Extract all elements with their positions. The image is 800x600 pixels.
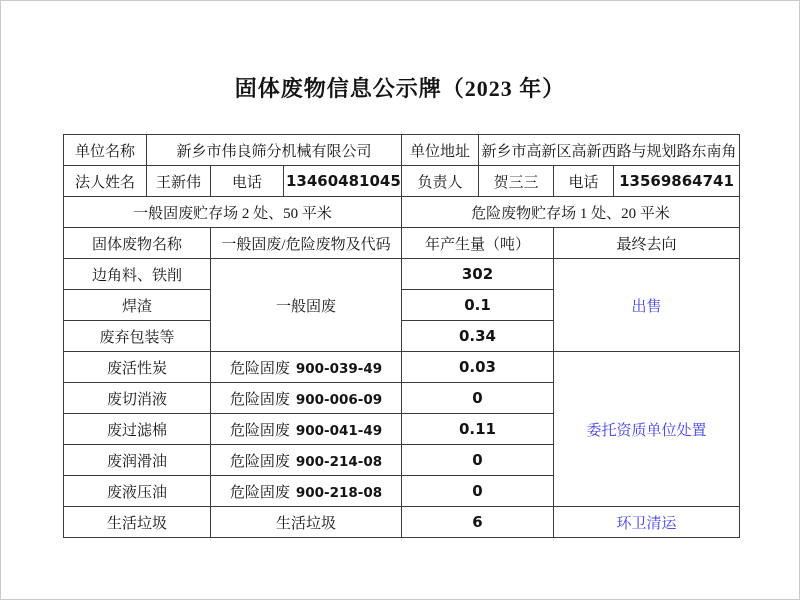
waste-name: 焊渣 — [64, 290, 211, 321]
waste-amount: 302 — [402, 259, 554, 290]
waste-name: 废液压油 — [64, 476, 211, 507]
waste-amount: 0 — [402, 383, 554, 414]
solid-waste-notice-table — [63, 134, 740, 538]
unit-address-label: 单位地址 — [402, 135, 479, 166]
waste-destination: 环卫清运 — [554, 507, 740, 538]
legal-name-value: 王新伟 — [147, 166, 211, 197]
waste-name: 废切消液 — [64, 383, 211, 414]
waste-amount: 6 — [402, 507, 554, 538]
header-waste-name: 固体废物名称 — [64, 228, 211, 259]
waste-name: 生活垃圾 — [64, 507, 211, 538]
waste-type-code — [211, 414, 402, 445]
waste-code: 900-218-08 — [295, 484, 383, 501]
waste-amount: 0 — [402, 476, 554, 507]
waste-type: 危险固废 — [229, 453, 290, 470]
waste-type-code — [211, 383, 402, 414]
waste-destination: 出售 — [554, 259, 740, 352]
legal-phone-value: 13460481045 — [284, 166, 402, 197]
waste-type: 危险固废 — [229, 484, 290, 501]
waste-code: 900-041-49 — [295, 422, 383, 439]
waste-name: 边角料、铁削 — [64, 259, 211, 290]
waste-type: 一般固废 — [211, 259, 402, 352]
page-title: 固体废物信息公示牌（2023 年） — [234, 76, 566, 101]
waste-code: 900-006-09 — [295, 391, 383, 408]
waste-name: 废过滤棉 — [64, 414, 211, 445]
waste-destination: 委托资质单位处置 — [554, 352, 740, 507]
waste-type: 危险固废 — [229, 391, 290, 408]
manager-value: 贺三三 — [479, 166, 554, 197]
waste-type: 生活垃圾 — [211, 507, 402, 538]
waste-type: 危险固废 — [229, 422, 290, 439]
waste-name: 废活性炭 — [64, 352, 211, 383]
waste-amount: 0.34 — [402, 321, 554, 352]
waste-type-code — [211, 445, 402, 476]
table-row — [64, 352, 740, 383]
unit-name-label: 单位名称 — [64, 135, 147, 166]
row-contacts — [64, 166, 740, 197]
waste-amount: 0.11 — [402, 414, 554, 445]
waste-type-code — [211, 352, 402, 383]
hazardous-storage-info: 危险废物贮存场 1 处、20 平米 — [402, 197, 740, 228]
row-waste-headers — [64, 228, 740, 259]
unit-name-value: 新乡市伟良筛分机械有限公司 — [147, 135, 402, 166]
waste-name: 废弃包装等 — [64, 321, 211, 352]
legal-phone-label: 电话 — [211, 166, 284, 197]
legal-name-label: 法人姓名 — [64, 166, 147, 197]
unit-address-value: 新乡市高新区高新西路与规划路东南角 — [479, 135, 740, 166]
general-storage-info: 一般固废贮存场 2 处、50 平米 — [64, 197, 402, 228]
row-storage — [64, 197, 740, 228]
header-type-code: 一般固废/危险废物及代码 — [211, 228, 402, 259]
manager-phone-label: 电话 — [554, 166, 614, 197]
row-unit-info — [64, 135, 740, 166]
header-destination: 最终去向 — [554, 228, 740, 259]
header-annual-amount: 年产生量（吨） — [402, 228, 554, 259]
waste-type: 危险固废 — [229, 360, 290, 377]
waste-amount: 0 — [402, 445, 554, 476]
waste-amount: 0.03 — [402, 352, 554, 383]
manager-label: 负责人 — [402, 166, 479, 197]
waste-name: 废润滑油 — [64, 445, 211, 476]
table-row — [64, 259, 740, 290]
waste-amount: 0.1 — [402, 290, 554, 321]
waste-code: 900-039-49 — [295, 360, 383, 377]
table-row — [64, 507, 740, 538]
waste-type-code — [211, 476, 402, 507]
waste-code: 900-214-08 — [295, 453, 383, 470]
manager-phone-value: 13569864741 — [614, 166, 740, 197]
